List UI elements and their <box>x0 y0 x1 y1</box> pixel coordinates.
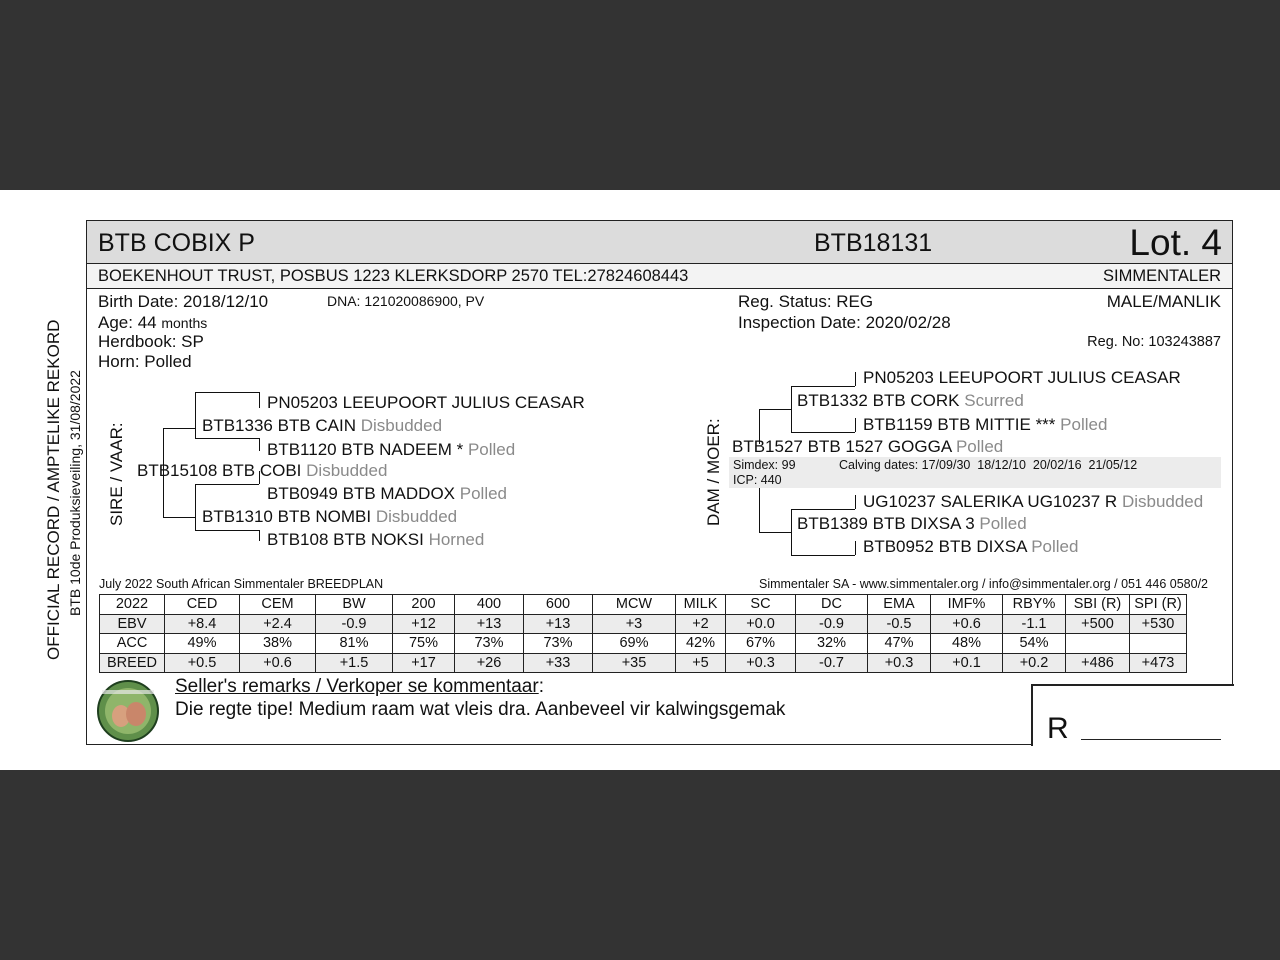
table-cell: -0.5 <box>868 614 931 634</box>
dam <box>732 437 1003 457</box>
owner-bar <box>87 264 1232 289</box>
table-cell: +33 <box>524 653 593 673</box>
dam-gs-dam-name: BTB1159 BTB MITTIE *** <box>863 415 1056 434</box>
dam-gs-sire-name: PN05203 LEEUPOORT JULIUS CEASAR <box>863 368 1181 387</box>
table-header-cell: 400 <box>455 595 524 615</box>
table-cell: 75% <box>393 634 455 654</box>
ebv-table <box>99 594 1187 673</box>
table-cell: +0.5 <box>165 653 240 673</box>
price-currency: R <box>1047 712 1069 745</box>
sire-gd-dam-name: BTB108 BTB NOKSI <box>267 530 424 549</box>
table-header-cell: CED <box>165 595 240 615</box>
table-cell: 42% <box>676 634 726 654</box>
sire-gs-dam-name: BTB1120 BTB NADEEM * <box>267 440 464 459</box>
table-cell: -1.1 <box>1003 614 1066 634</box>
table-header-cell: DC <box>796 595 868 615</box>
calving-dates: Calving dates: 17/09/30 18/12/10 20/02/16 21/05/12 <box>839 458 1138 472</box>
dam-sire-name: BTB1332 BTB CORK <box>797 391 960 410</box>
table-cell: +13 <box>455 614 524 634</box>
table-cell: +0.3 <box>868 653 931 673</box>
dam-label: DAM / MOER: <box>704 418 723 526</box>
table-cell: 67% <box>726 634 796 654</box>
sire-gd-sire-name: BTB0949 BTB MADDOX <box>267 484 456 503</box>
table-header-cell: SBI (R) <box>1066 595 1130 615</box>
official-record-label: OFFICIAL RECORD / AMPTELIKE REKORD <box>44 319 63 660</box>
dam-gs-dam <box>863 415 1107 435</box>
table-cell: +0.1 <box>931 653 1003 673</box>
table-cell: EBV <box>100 614 165 634</box>
table-header-cell: 2022 <box>100 595 165 615</box>
table-cell: 73% <box>455 634 524 654</box>
breedplan-source: July 2022 South African Simmentaler BREEDPLAN <box>99 577 384 591</box>
sire-label: SIRE / VAAR: <box>107 422 126 526</box>
table-header-cell: SC <box>726 595 796 615</box>
lot-number: Lot. 4 <box>1129 222 1222 263</box>
dam-sire <box>797 391 1024 411</box>
dam-horn: Polled <box>955 437 1004 456</box>
society-contact: Simmentaler SA - www.simmentaler.org / info@simmentaler.org / 051 446 0580/2 <box>758 577 1208 591</box>
table-cell: +0.6 <box>240 653 316 673</box>
sex: MALE/MANLIK <box>1106 292 1221 311</box>
ebv-header-row <box>100 595 1187 615</box>
table-header-cell: 200 <box>393 595 455 615</box>
table-cell: +530 <box>1130 614 1187 634</box>
sire-gs-dam-horn: Polled <box>467 440 516 459</box>
lot-header <box>87 221 1232 264</box>
reg-status: Reg. Status: REG <box>738 292 874 311</box>
age-unit: months <box>161 315 208 331</box>
age <box>98 313 207 333</box>
animal-name: BTB COBIX P <box>98 229 255 257</box>
table-cell: +17 <box>393 653 455 673</box>
table-header-cell: SPI (R) <box>1130 595 1187 615</box>
lot-card <box>86 220 1233 745</box>
dam-dam-horn: Polled <box>979 514 1027 533</box>
price-box <box>1031 684 1234 746</box>
sire-gd-sire-horn: Polled <box>459 484 508 503</box>
dam-gd-sire-name: UG10237 SALERIKA UG10237 R <box>863 492 1118 511</box>
remarks-text: Die regte tipe! Medium raam wat vleis dra. Aanbeveel vir kalwingsgemak <box>175 699 786 720</box>
table-cell: -0.7 <box>796 653 868 673</box>
reg-number: Reg. No: 103243887 <box>1087 334 1221 350</box>
table-header-cell: IMF% <box>931 595 1003 615</box>
sire-sire <box>202 416 442 436</box>
table-cell <box>1130 634 1187 654</box>
stud-logo <box>97 680 159 742</box>
dam-performance <box>729 457 1221 488</box>
table-header-cell: MILK <box>676 595 726 615</box>
icp: ICP: 440 <box>733 473 782 487</box>
dam-gs-dam-horn: Polled <box>1060 415 1108 434</box>
sire <box>137 461 387 481</box>
sire-gs-dam <box>267 440 515 460</box>
sire-dam-name: BTB1310 BTB NOMBI <box>202 507 372 526</box>
table-header-cell: EMA <box>868 595 931 615</box>
table-header-cell: RBY% <box>1003 595 1066 615</box>
herdbook: Herdbook: SP <box>98 332 204 351</box>
table-cell: 81% <box>316 634 393 654</box>
dam-dam-name: BTB1389 BTB DIXSA 3 <box>797 514 975 533</box>
table-cell <box>1066 634 1130 654</box>
sire-gs-sire <box>267 393 585 413</box>
horn-status: Horn: Polled <box>98 352 192 371</box>
dam-gd-dam <box>863 537 1078 557</box>
dam-gd-sire <box>863 492 1203 512</box>
ebv-row <box>100 614 1187 634</box>
remarks-title: Seller's remarks / Verkoper se kommentaar <box>175 676 539 697</box>
table-cell: +2 <box>676 614 726 634</box>
table-cell: +473 <box>1130 653 1187 673</box>
table-cell: +5 <box>676 653 726 673</box>
dam-sire-horn: Scurred <box>964 391 1024 410</box>
table-header-cell: BW <box>316 595 393 615</box>
dam-gd-dam-name: BTB0952 BTB DIXSA <box>863 537 1027 556</box>
table-cell: +500 <box>1066 614 1130 634</box>
age-value: Age: 44 <box>98 313 157 332</box>
sire-gd-dam <box>267 530 484 550</box>
table-cell: -0.9 <box>316 614 393 634</box>
table-cell: +12 <box>393 614 455 634</box>
table-cell: ACC <box>100 634 165 654</box>
table-cell: +486 <box>1066 653 1130 673</box>
table-cell: 54% <box>1003 634 1066 654</box>
birth-date: Birth Date: 2018/12/10 <box>98 292 269 311</box>
dam-name: BTB1527 BTB 1527 GOGGA <box>732 437 952 456</box>
table-cell: +35 <box>593 653 676 673</box>
acc-row <box>100 634 1187 654</box>
sire-gd-sire <box>267 484 507 504</box>
catalogue-sheet <box>0 190 1280 770</box>
inspection-date: Inspection Date: 2020/02/28 <box>738 313 951 332</box>
table-cell: +3 <box>593 614 676 634</box>
sire-sire-horn: Disbudded <box>360 416 443 435</box>
remarks-heading <box>175 676 544 698</box>
simdex: Simdex: 99 <box>733 458 796 472</box>
table-cell: +2.4 <box>240 614 316 634</box>
animal-id: BTB18131 <box>814 229 933 257</box>
sire-sire-name: BTB1336 BTB CAIN <box>202 416 357 435</box>
table-cell: +1.5 <box>316 653 393 673</box>
sire-dam-horn: Disbudded <box>375 507 458 526</box>
dam-gd-dam-horn: Polled <box>1031 537 1079 556</box>
breed-row <box>100 653 1187 673</box>
table-cell: 48% <box>931 634 1003 654</box>
dam-dam <box>797 514 1027 534</box>
table-cell: 69% <box>593 634 676 654</box>
dam-gs-sire <box>863 368 1181 388</box>
table-header-cell: MCW <box>593 595 676 615</box>
table-cell: +8.4 <box>165 614 240 634</box>
table-cell: BREED <box>100 653 165 673</box>
table-cell: +13 <box>524 614 593 634</box>
table-header-cell: 600 <box>524 595 593 615</box>
sire-gd-dam-horn: Horned <box>428 530 485 549</box>
table-cell: +26 <box>455 653 524 673</box>
table-cell: 73% <box>524 634 593 654</box>
sire-horn: Disbudded <box>306 461 388 480</box>
sire-dam <box>202 507 457 527</box>
price-line[interactable] <box>1081 739 1221 740</box>
sire-gs-sire-name: PN05203 LEEUPOORT JULIUS CEASAR <box>267 393 585 412</box>
sire-name: BTB15108 BTB COBI <box>137 461 302 480</box>
table-header-cell: CEM <box>240 595 316 615</box>
sale-label: BTB 10de Produksieveiling, 31/08/2022 <box>67 370 83 616</box>
table-cell: 32% <box>796 634 868 654</box>
table-cell: +0.0 <box>726 614 796 634</box>
table-cell: +0.2 <box>1003 653 1066 673</box>
dam-gd-sire-horn: Disbudded <box>1121 492 1204 511</box>
table-cell: 49% <box>165 634 240 654</box>
breed-name: SIMMENTALER <box>1103 267 1221 285</box>
remarks-colon: : <box>538 676 544 697</box>
table-cell: 47% <box>868 634 931 654</box>
table-cell: 38% <box>240 634 316 654</box>
owner-line: BOEKENHOUT TRUST, POSBUS 1223 KLERKSDORP 2570 TEL:27824608443 <box>98 267 689 285</box>
table-cell: +0.3 <box>726 653 796 673</box>
table-cell: -0.9 <box>796 614 868 634</box>
dna-info: DNA: 121020086900, PV <box>327 293 485 309</box>
table-cell: +0.6 <box>931 614 1003 634</box>
